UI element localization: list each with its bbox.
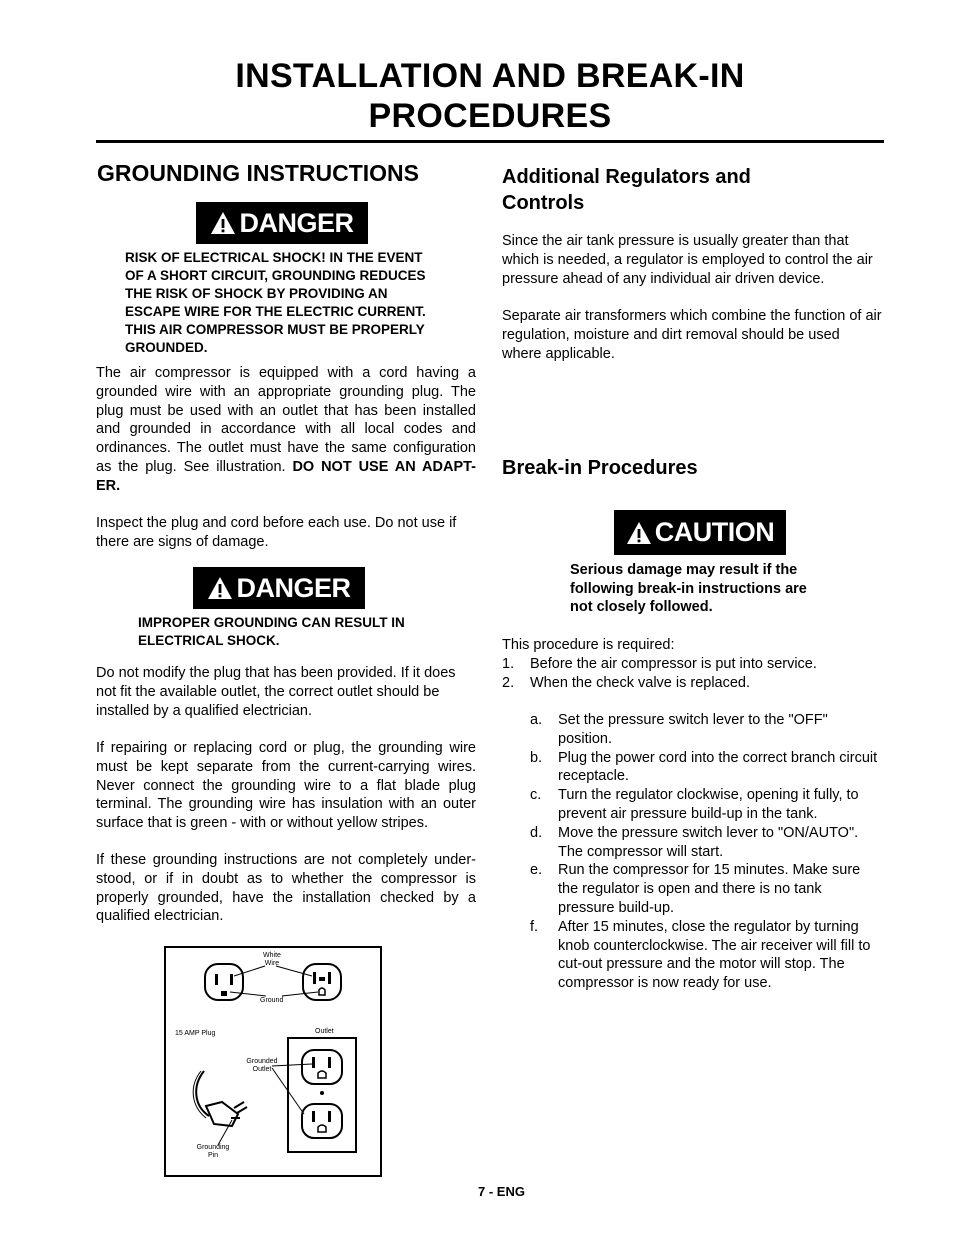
step-item: e. Run the compressor for 15 minutes. Make sure the regulator is open and there is no tank pressure build-up. (530, 862, 861, 916)
danger-badge-1 (196, 202, 368, 244)
danger-line: GROUNDED. (125, 340, 208, 355)
grounding-paragraph-1: The air compressor is equipped with a cord having a grounded wire with an appropriate grounding plug. The plug must be used with an outlet that has been installed and grounded in accordance with all local codes and ordinances. The outlet must have the same configuration as the plug. See illustration. DO NOT USE AN ADAPT- ER. (96, 365, 477, 494)
danger-line: ESCAPE WIRE FOR THE ELECTRIC CURRENT. (125, 304, 426, 319)
outlet-label: Outlet (315, 1028, 334, 1035)
danger-line: RISK OF ELECTRICAL SHOCK! IN THE EVENT (125, 250, 423, 265)
regulators-paragraph-1: Since the air tank pressure is usually greater than that which is needed, a regulator is employed to control the air pressure ahead of any individual air driven device. (502, 233, 873, 287)
danger-label: DANGER (239, 207, 354, 238)
danger-line: IMPROPER GROUNDING CAN RESULT IN (138, 615, 405, 630)
grounding-paragraph-5: If these grounding instructions are not completely under-stood, or if in doubt as to whether the compressor is properly grounded, have the installation checked by a qualified electrician. (96, 852, 476, 925)
page-title-line2: PROCEDURES (368, 97, 612, 135)
grounding-pin-label: Grounding Pin (196, 1144, 230, 1159)
step-item: c. Turn the regulator clockwise, opening it fully, to prevent air pressure build-up in the tank. (530, 787, 859, 822)
list-item: 2. When the check valve is replaced. (502, 674, 751, 691)
page-title-line1: INSTALLATION AND BREAK-IN (235, 57, 745, 95)
grounded-outlet-label: Grounded Outlet (246, 1058, 278, 1073)
danger-badge-2 (193, 567, 365, 609)
grounding-paragraph-2: Inspect the plug and cord before each use. Do not use if there are signs of damage. (96, 515, 457, 550)
step-item: a. Set the pressure switch lever to the "OFF" position. (530, 712, 828, 747)
warning-triangle-icon (207, 575, 233, 601)
caution-line: not closely followed. (570, 599, 713, 616)
step-item: b. Plug the power cord into the correct branch circuit receptacle. (530, 749, 878, 785)
regulators-heading: Additional Regulators and Controls (502, 166, 751, 214)
adapter-warning: DO NOT USE AN ADAPT- ER. (96, 458, 477, 494)
step-item: f. After 15 minutes, close the regulator by turning knob counterclockwise. The air receiver will fill to cut-out pressure and the motor will stop. The compressor is now ready for use. (530, 918, 871, 992)
numbered-list (502, 655, 882, 693)
ground-label: Ground (260, 997, 284, 1004)
caution-line: following break-in instructions are (570, 580, 807, 597)
plug-15-amp-label: 15 AMP Plug (175, 1030, 216, 1037)
procedure-intro: This procedure is required: (502, 637, 675, 653)
danger-line: THIS AIR COMPRESSOR MUST BE PROPERLY (125, 322, 425, 337)
step-list (530, 711, 880, 993)
danger-line: ELECTRICAL SHOCK. (138, 633, 280, 648)
danger-text-1 (125, 249, 475, 357)
caution-text (570, 561, 870, 617)
danger-text-2 (138, 614, 458, 650)
white-wire-label: White Wire (263, 952, 281, 967)
title-rule (96, 140, 884, 143)
page-number: 7 - ENG (478, 1184, 525, 1199)
danger-line: OF A SHORT CIRCUIT, GROUNDING REDUCES (125, 268, 426, 283)
step-item: d. Move the pressure switch lever to "ON/AUTO". The compressor will start. (530, 824, 859, 860)
danger-line: THE RISK OF SHOCK BY PROVIDING AN (125, 286, 388, 301)
break-in-heading: Break-in Procedures (502, 457, 698, 479)
list-item: 1. Before the air compressor is put into service. (502, 656, 817, 672)
grounding-paragraph-4: If repairing or replacing cord or plug, the grounding wire must be kept separate from the current-carrying wires. Never connect the grounding wire to a flat blade plug terminal. The grounding wire has insulation with an outer surface that is green - with or without yellow stripes. (96, 740, 476, 832)
regulators-paragraph-2: Separate air transformers which combine the function of air regulation, moisture and dirt removal should be used where applicable. (502, 308, 882, 362)
grounding-illustration (164, 946, 382, 1177)
warning-triangle-icon (210, 210, 236, 236)
danger-label: DANGER (236, 572, 351, 603)
caution-line: Serious damage may result if the (570, 562, 798, 578)
warning-triangle-icon (626, 520, 652, 546)
caution-label: CAUTION (654, 517, 775, 547)
caution-badge (614, 510, 786, 555)
grounding-paragraph-3: Do not modify the plug that has been provided. If it does not fit the available outlet, the correct outlet should be installed by a qualified electrician. (96, 665, 456, 719)
grounding-heading: GROUNDING INSTRUCTIONS (97, 160, 419, 186)
